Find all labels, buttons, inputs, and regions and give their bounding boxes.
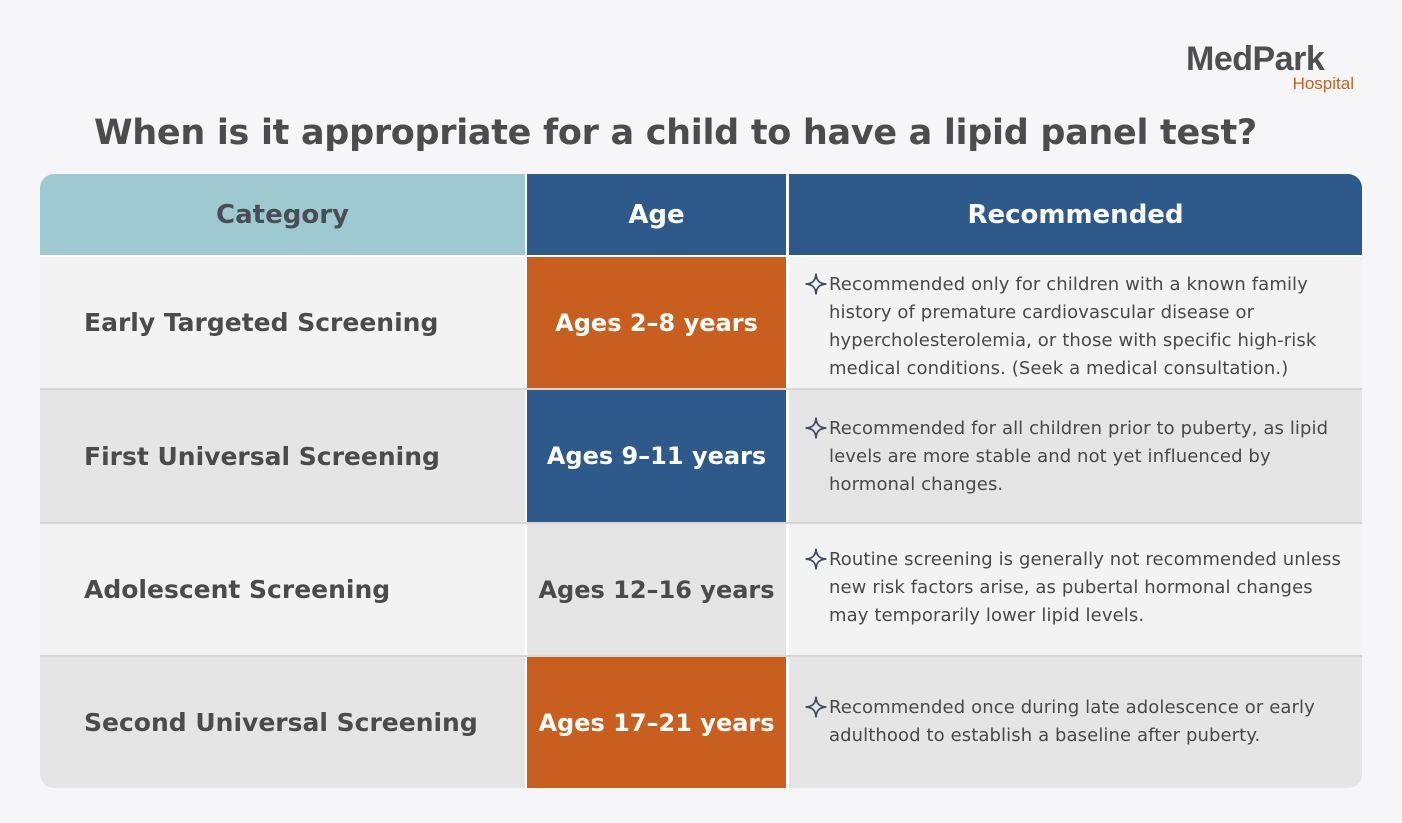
row-2-category: First Universal Screening — [40, 390, 525, 522]
header-age: Age — [527, 174, 786, 255]
sparkle-icon — [803, 415, 829, 441]
page-title: When is it appropriate for a child to have a lipid panel test? — [94, 113, 1257, 153]
sparkle-icon — [803, 546, 829, 572]
row-4-age: Ages 17–21 years — [527, 657, 786, 788]
row-1-recommended-text: Recommended only for children with a known family history of premature cardiovascular disease or hypercholesterolemia, or those with specific high-risk medical conditions. (Seek a medical consultation.) — [829, 274, 1317, 379]
row-2-age: Ages 9–11 years — [527, 390, 786, 522]
sparkle-icon — [803, 694, 829, 720]
row-3-category: Adolescent Screening — [40, 524, 525, 655]
row-4-category: Second Universal Screening — [40, 657, 525, 788]
row-3-age: Ages 12–16 years — [527, 524, 786, 655]
header-category: Category — [40, 174, 525, 255]
row-2-recommended-text: Recommended for all children prior to puberty, as lipid levels are more stable and not yet influenced by hormonal changes. — [829, 418, 1329, 495]
row-3-recommended — [789, 524, 1362, 655]
logo-sub-text: Hospital — [1292, 74, 1354, 93]
row-1-category: Early Targeted Screening — [40, 257, 525, 388]
row-1-age: Ages 2–8 years — [527, 257, 786, 388]
sparkle-icon — [803, 271, 829, 297]
row-1-recommended — [789, 257, 1362, 388]
row-2-recommended — [789, 390, 1362, 522]
logo-main-text: MedPark — [1186, 40, 1325, 78]
medpark-logo — [1186, 40, 1356, 96]
row-4-recommended-text: Recommended once during late adolescence or early adulthood to establish a baseline after puberty. — [829, 697, 1315, 746]
screening-table — [40, 174, 1362, 788]
row-3-recommended-text: Routine screening is generally not recommended unless new risk factors arise, as pubertal hormonal changes may temporarily lower lipid levels. — [829, 549, 1341, 626]
header-recommended: Recommended — [789, 174, 1362, 255]
row-4-recommended — [789, 657, 1362, 788]
